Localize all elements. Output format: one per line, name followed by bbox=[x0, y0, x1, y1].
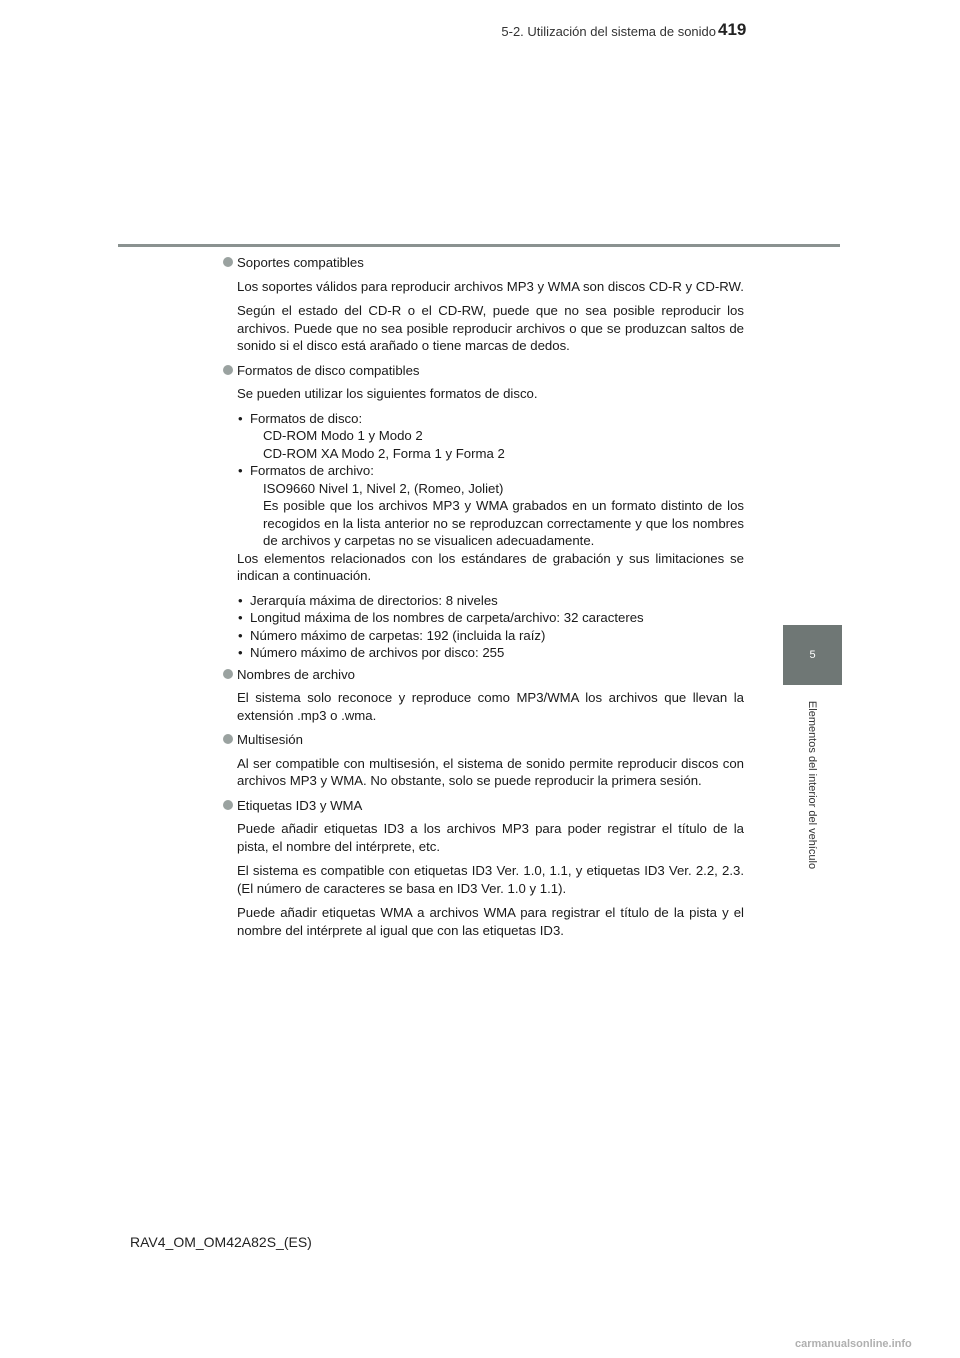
watermark-text[interactable]: carmanualsonline.info bbox=[795, 1338, 912, 1350]
list-subitem: ISO9660 Nivel 1, Nivel 2, (Romeo, Joliet) bbox=[263, 480, 504, 496]
block-heading: Etiquetas ID3 y WMA bbox=[223, 797, 744, 815]
paragraph: El sistema solo reconoce y reproduce como MP3/WMA los archivos que llevan la extensión .mp3 o .wma. bbox=[237, 690, 744, 723]
block-heading: Multisesión bbox=[223, 731, 744, 749]
list-subitem: CD-ROM XA Modo 2, Forma 1 y Forma 2 bbox=[263, 445, 505, 461]
bullet-dot-icon bbox=[223, 257, 233, 267]
page-content bbox=[223, 254, 744, 946]
list-item: • Número máximo de carpetas: 192 (incluida la raíz) bbox=[238, 627, 546, 643]
paragraph: El sistema es compatible con etiquetas ID3 Ver. 1.0, 1.1, y etiquetas ID3 Ver. 2.2, 2.3. (El número de caracteres se basa en ID3 Ver. 1.0 y 1.1). bbox=[237, 863, 744, 896]
list-subitem: Es posible que los archivos MP3 y WMA grabados en un formato distinto de los recogidos en la lista anterior no se reproduzcan correctamente y que los nombres de archivos y carpetas no se visualicen adecuadamente. bbox=[263, 498, 744, 548]
list-item: • Formatos de disco: CD-ROM Modo 1 y Modo 2 CD-ROM XA Modo 2, Forma 1 y Forma 2 bbox=[237, 410, 744, 463]
paragraph: Los elementos relacionados con los estándares de grabación y sus limitaciones se indican a continuación. bbox=[237, 550, 744, 583]
chapter-side-label-area bbox=[783, 685, 842, 895]
block-heading: Soportes compatibles bbox=[223, 254, 744, 272]
paragraph: Se pueden utilizar los siguientes formatos de disco. bbox=[237, 386, 538, 401]
section-title: 5-2. Utilización del sistema de sonido bbox=[501, 24, 716, 39]
list-item: • Longitud máxima de los nombres de carpeta/archivo: 32 caracteres bbox=[238, 610, 644, 625]
bullet-dot-icon bbox=[223, 365, 233, 375]
paragraph: Puede añadir etiquetas ID3 a los archivos MP3 para poder registrar el título de la pista, el nombre del intérprete, etc. bbox=[237, 821, 744, 854]
chapter-side-label: Elementos del interior del vehículo bbox=[806, 700, 818, 870]
block-heading: Nombres de archivo bbox=[223, 666, 744, 684]
list-item: • Formatos de archivo: ISO9660 Nivel 1, Nivel 2, (Romeo, Joliet) Es posible que los archivos MP3 y WMA grabados en un formato distinto de los recogidos en la lista anterior no se reproduzcan correctamente y que los nombres de archivos y carpetas no se visualicen adecuadamente. bbox=[238, 463, 744, 548]
block-heading: Formatos de disco compatibles bbox=[223, 362, 744, 380]
bullet-dot-icon bbox=[223, 800, 233, 810]
list bbox=[223, 410, 744, 550]
paragraph: Al ser compatible con multisesión, el sistema de sonido permite reproducir discos con archivos MP3 y WMA. No obstante, solo se puede reproducir la primera sesión. bbox=[237, 755, 744, 788]
page-number: 419 bbox=[718, 20, 747, 39]
bullet-dot-icon bbox=[223, 669, 233, 679]
list-item: • Número máximo de archivos por disco: 255 bbox=[238, 645, 505, 660]
bullet-dot-icon bbox=[223, 734, 233, 744]
chapter-tab: 5 bbox=[783, 625, 842, 685]
document-code: RAV4_OM_OM42A82S_(ES) bbox=[130, 1234, 312, 1250]
header-divider bbox=[118, 244, 840, 247]
paragraph: Según el estado del CD-R o el CD-RW, puede que no sea posible reproducir los archivos. Puede que no sea posible reproducir archivos o que se produzcan saltos de sonido si el disco está arañado o tiene marcas de dedos. bbox=[237, 303, 744, 353]
list-subitem: CD-ROM Modo 1 y Modo 2 bbox=[263, 428, 423, 443]
list bbox=[223, 592, 744, 662]
paragraph: Los soportes válidos para reproducir archivos MP3 y WMA son discos CD-R y CD-RW. bbox=[237, 278, 744, 294]
paragraph: Puede añadir etiquetas WMA a archivos WMA para registrar el título de la pista y el nombre del intérprete al igual que con las etiquetas ID3. bbox=[237, 905, 744, 938]
list-item: • Jerarquía máxima de directorios: 8 niveles bbox=[238, 592, 498, 608]
